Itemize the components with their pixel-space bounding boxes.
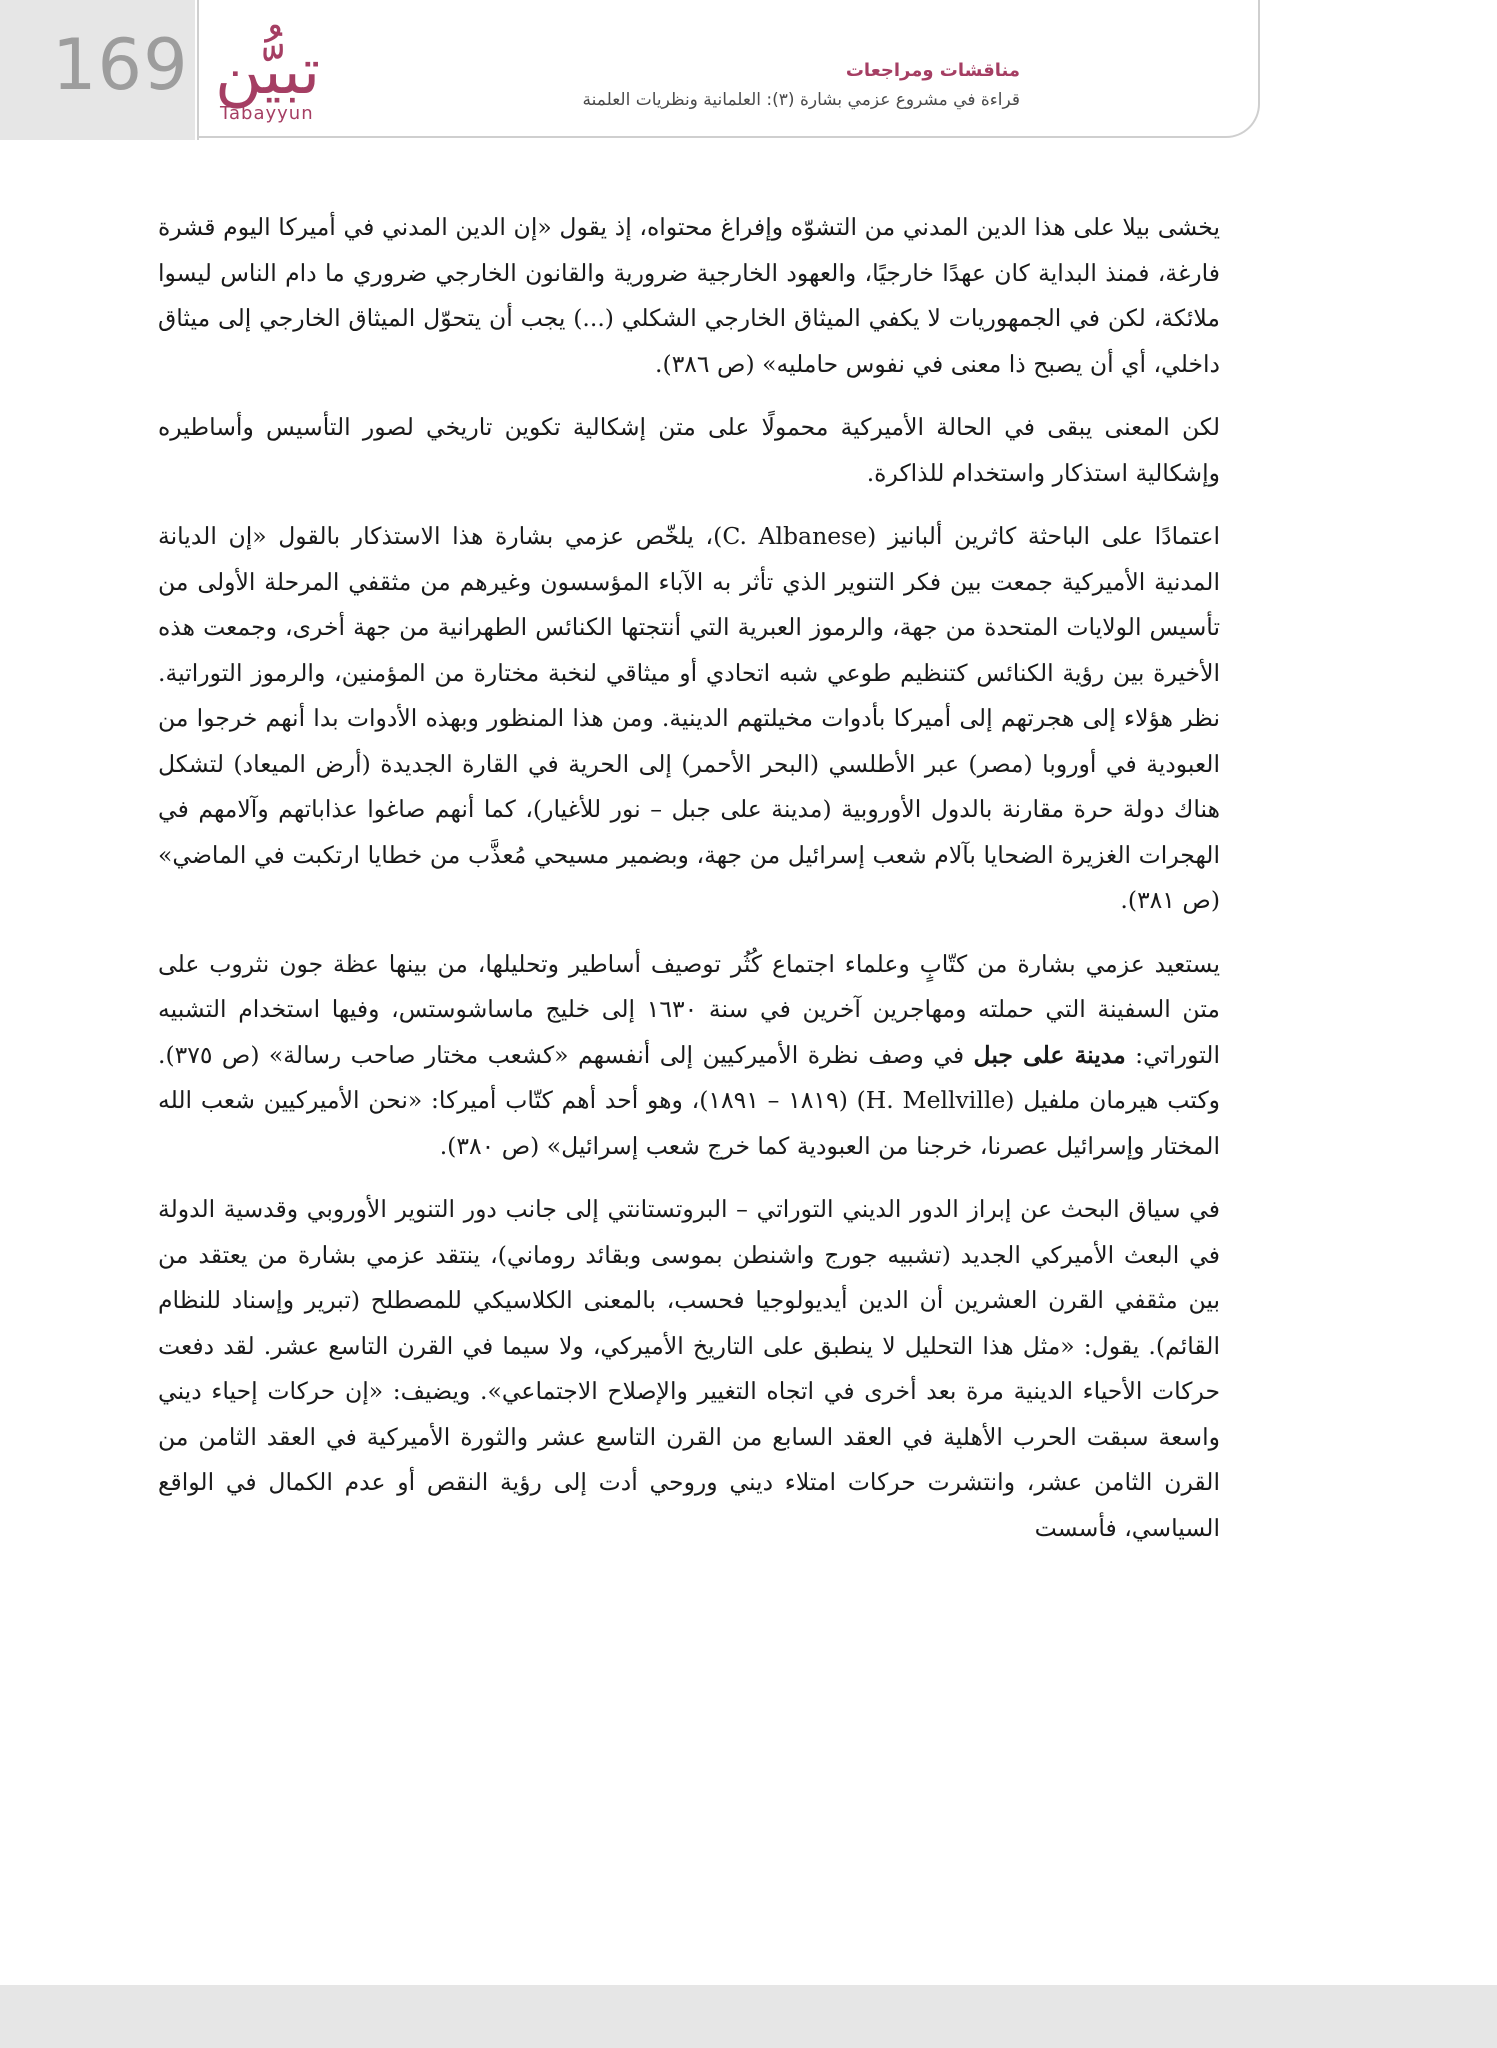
- page-number-tab: [0, 0, 195, 140]
- logo-arabic: تبيُّن: [215, 35, 321, 109]
- paragraph-4-part-a: يستعيد عزمي بشارة من كتّابٍ وعلماء اجتماع كُثُر توصيف أساطير وتحليلها، من بينها عظة جون نثروب على متن السفينة التي حملته ومهاجرين آخرين في سنة ١٦٣٠ إلى خليج ماساشوستس، وفيها استخدام التشبيه التوراتي:: [158, 949, 1220, 1069]
- page-header: [0, 0, 1260, 140]
- page-footer: [0, 1985, 1497, 2048]
- page-number: 169: [52, 24, 189, 106]
- paragraph-3: اعتمادًا على الباحثة كاثرين ألبانيز (C. Albanese)، يلخّص عزمي بشارة هذا الاستذكار بالقول «إن الديانة المدنية الأميركية جمعت بين فكر التنوير الذي تأثر به الآباء المؤسسون وغيرهم من مثقفي المرحلة الأولى من تأسيس الولايات المتحدة من جهة، والرموز العبرية التي أنتجتها الكنائس الطهرانية من جهة أخرى، وجمعت هذه الأخيرة بين رؤية الكنائس كتنظيم طوعي شبه اتحادي أو ميثاقي لنخبة مختارة من المؤمنين، والرموز التوراتية. نظر هؤلاء إلى هجرتهم إلى أميركا بأدوات مخيلتهم الدينية. ومن هذا المنظور وبهذه الأدوات بدا أنهم خرجوا من العبودية في أوروبا (مصر) عبر الأطلسي (البحر الأحمر) إلى الحرية في القارة الجديدة (أرض الميعاد) لتشكل هناك دولة حرة مقارنة بالدول الأوروبية (مدينة على جبل – نور للأغيار)، كما أنهم صاغوا عذاباتهم وآلامهم في الهجرات الغزيرة الضحايا بآلام شعب إسرائيل من جهة، وبضمير مسيحي مُعذَّب من خطايا ارتكبت في الماضي» (ص ٣٨١).: [158, 522, 1220, 914]
- article-title: قراءة في مشروع عزمي بشارة (٣): العلمانية ونظريات العلمنة: [582, 90, 1020, 110]
- header-frame: [198, 0, 1260, 138]
- article-body: [158, 205, 1220, 1569]
- paragraph-4-bold: مدينة على جبل: [973, 1040, 1126, 1069]
- section-title: مناقشات ومراجعات: [845, 60, 1020, 81]
- logo-latin: Tabayyun: [220, 103, 314, 124]
- paragraph-2: لكن المعنى يبقى في الحالة الأميركية محمولًا على متن إشكالية تكوين تاريخي لصور التأسيس وأساطيره وإشكالية استذكار واستخدام للذاكرة.: [158, 413, 1220, 487]
- paragraph-1: يخشى بيلا على هذا الدين المدني من التشوّه وإفراغ محتواه، إذ يقول «إن الدين المدني في أميركا اليوم قشرة فارغة، فمنذ البداية كان عهدًا خارجيًا، والعهود الخارجية ضرورية والقانون الخارجي ضروري ما دام الناس ليسوا ملائكة، لكن في الجمهوريات لا يكفي الميثاق الخارجي الشكلي (...) يجب أن يتحوّل الميثاق الخارجي إلى ميثاق داخلي، أي أن يصبح ذا معنى في نفوس حامليه» (ص ٣٨٦).: [158, 213, 1220, 378]
- paragraph-4-part-b: في وصف نظرة الأميركيين إلى أنفسهم «كشعب مختار صاحب رسالة» (ص ٣٧٥). وكتب هيرمان ملفيل (H. Mellville) (١٨١٩ – ١٨٩١)، وهو أحد أهم كتّاب أميركا: «نحن الأميركيين شعب الله المختار وإسرائيل عصرنا، خرجنا من العبودية كما خرج شعب إسرائيل» (ص ٣٨٠).: [158, 1040, 1221, 1160]
- paragraph-5: في سياق البحث عن إبراز الدور الديني التوراتي – البروتستانتي إلى جانب دور التنوير الأوروبي وقدسية الدولة في البعث الأميركي الجديد (تشبيه جورج واشنطن بموسى وبقائد روماني)، ينتقد عزمي بشارة من يعتقد من بين مثقفي القرن العشرين أن الدين أيديولوجيا فحسب، بالمعنى الكلاسيكي للمصطلح (تبرير وإسناد للنظام القائم). يقول: «مثل هذا التحليل لا ينطبق على التاريخ الأميركي، ولا سيما في القرن التاسع عشر. لقد دفعت حركات الأحياء الدينية مرة بعد أخرى في اتجاه التغيير والإصلاح الاجتماعي». ويضيف: «إن حركات إحياء ديني واسعة سبقت الحرب الأهلية في العقد السابع من القرن التاسع عشر والثورة الأميركية في العقد الثامن من القرن الثامن عشر، وانتشرت حركات امتلاء ديني وروحي أدت إلى رؤية النقص أو عدم الكمال في الواقع السياسي، فأسست: [158, 1195, 1220, 1542]
- paragraph-4: [158, 942, 1220, 1170]
